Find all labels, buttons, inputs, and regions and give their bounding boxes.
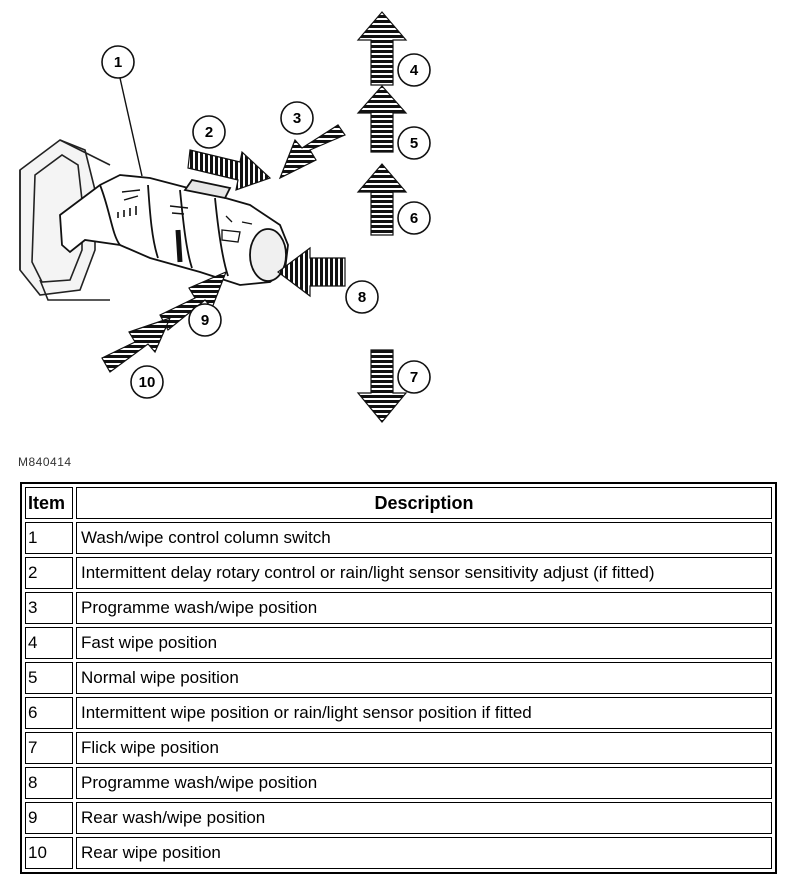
callout-8: [346, 281, 378, 313]
row-description: Rear wash/wipe position: [76, 802, 772, 834]
row-description: Intermittent wipe position or rain/light sensor position if fitted: [76, 697, 772, 729]
svg-text:3: 3: [292, 110, 302, 127]
table-row: [25, 662, 772, 694]
table-row: [25, 837, 772, 869]
table-row: [25, 627, 772, 659]
row-description: Wash/wipe control column switch: [76, 522, 772, 554]
svg-text:10: 10: [138, 374, 156, 391]
legend-table: [20, 482, 777, 874]
legend-body: [25, 522, 772, 869]
row-item-number: 4: [25, 627, 73, 659]
row-item-number: 3: [25, 592, 73, 624]
svg-text:5: 5: [409, 135, 419, 152]
wash-wipe-stalk: [60, 175, 288, 285]
row-item-number: 8: [25, 767, 73, 799]
callout-9: [189, 304, 221, 336]
svg-text:4: 4: [409, 62, 419, 79]
svg-text:8: 8: [357, 289, 367, 306]
table-row: [25, 557, 772, 589]
svg-text:6: 6: [409, 210, 419, 227]
table-row: [25, 522, 772, 554]
callout-7: [398, 361, 430, 393]
table-header-row: [25, 487, 772, 519]
svg-text:7: 7: [409, 369, 419, 386]
row-item-number: 1: [25, 522, 73, 554]
row-item-number: 6: [25, 697, 73, 729]
arrow-7-down: [358, 350, 406, 422]
header-item: Item: [25, 487, 73, 519]
leader-line-1: [120, 78, 142, 176]
callout-5: [398, 127, 430, 159]
row-item-number: 10: [25, 837, 73, 869]
table-row: [25, 732, 772, 764]
svg-text:2: 2: [204, 124, 214, 141]
table-row: [25, 802, 772, 834]
callout-2: [193, 116, 225, 148]
row-item-number: 9: [25, 802, 73, 834]
figure-id: M840414: [18, 455, 72, 469]
svg-text:9: 9: [200, 312, 210, 329]
arrow-8-left: [278, 248, 345, 296]
row-description: Rear wipe position: [76, 837, 772, 869]
row-description: Programme wash/wipe position: [76, 767, 772, 799]
row-item-number: 5: [25, 662, 73, 694]
callout-10: [131, 366, 163, 398]
callout-6: [398, 202, 430, 234]
row-description: Programme wash/wipe position: [76, 592, 772, 624]
svg-text:1: 1: [113, 54, 123, 71]
row-description: Normal wipe position: [76, 662, 772, 694]
table-row: [25, 767, 772, 799]
row-item-number: 2: [25, 557, 73, 589]
row-description: Fast wipe position: [76, 627, 772, 659]
row-description: Flick wipe position: [76, 732, 772, 764]
callout-1: [102, 46, 134, 78]
arrow-10-diag: [102, 318, 170, 372]
table-row: [25, 697, 772, 729]
callout-4: [398, 54, 430, 86]
callout-3: [281, 102, 313, 134]
row-item-number: 7: [25, 732, 73, 764]
header-description: Description: [76, 487, 772, 519]
table-row: [25, 592, 772, 624]
row-description: Intermittent delay rotary control or rain/light sensor sensitivity adjust (if fitted): [76, 557, 772, 589]
